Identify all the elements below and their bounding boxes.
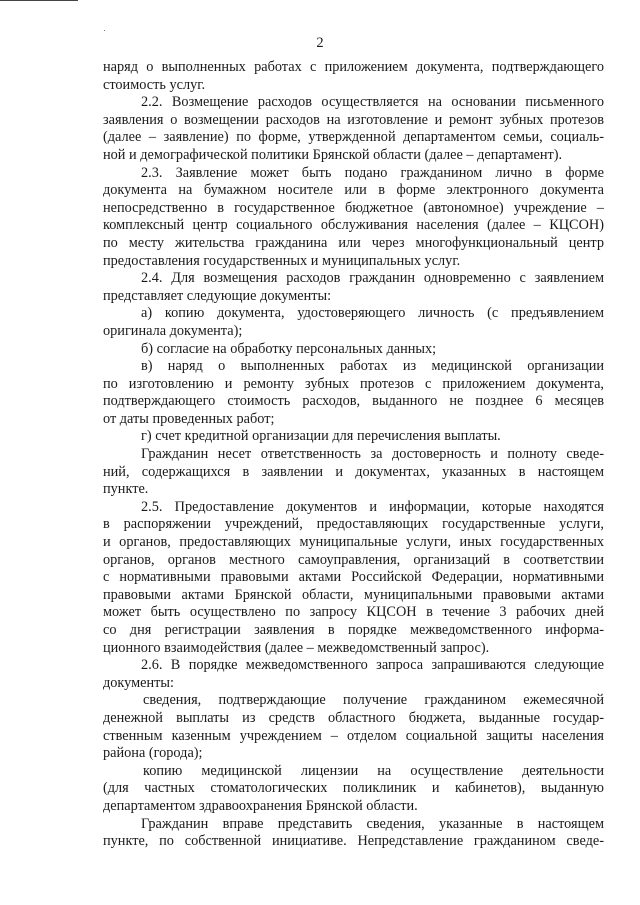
text-line: комплексный центр социального обслуживания населения (далее – КЦСОН): [103, 217, 604, 234]
text-line: ний, содержащихся в заявлении и документах, указанных в настоящем: [103, 463, 604, 480]
text-line: а) копию документа, удостоверяющего личность (с предъявлением: [141, 305, 604, 322]
paragraph: [103, 692, 604, 762]
text-line: (далее – заявление) по форме, утвержденной департаментом семьи, социаль-: [103, 129, 604, 146]
text-line: в) наряд о выполненных работах из медицинской организации: [141, 358, 604, 375]
text-line: правовыми актами Брянской области, муниципальными правовыми актами: [103, 586, 604, 603]
page-number: 2: [316, 35, 324, 51]
text-line: наряд о выполненных работах с приложением документа, подтверждающего: [103, 59, 604, 75]
paragraph: [103, 165, 604, 271]
scan-edge-mark: [0, 0, 78, 1]
paragraph: [103, 816, 604, 851]
paragraph: [103, 305, 604, 340]
text-line: ционного взаимодействия (далее – межведомственный запрос).: [103, 639, 490, 656]
paragraph: [103, 341, 604, 359]
text-line: 2.2. Возмещение расходов осуществляется на основании письменного: [141, 94, 604, 111]
text-line: (для частных стоматологических поликлиник и кабинетов), выданную: [103, 780, 604, 797]
paragraph: [103, 358, 604, 428]
text-line: района (города);: [103, 745, 203, 762]
text-line: 2.5. Предоставление документов и информации, которые находятся: [141, 498, 604, 515]
paragraph: [103, 657, 604, 692]
paragraph: [103, 59, 604, 94]
text-line: со дня регистрации заявления в порядке межведомственного информа-: [103, 622, 604, 638]
text-line: 2.6. В порядке межведомственного запроса запрашиваются следующие: [141, 657, 604, 674]
text-line: б) согласие на обработку персональных данных;: [141, 340, 437, 357]
text-line: документа на бумажном носителе или в форме электронного документа: [103, 182, 604, 199]
paragraph: [103, 499, 604, 657]
text-line: от даты проведенных работ;: [103, 410, 275, 427]
text-line: стоимость услуг.: [103, 76, 206, 93]
text-line: г) счет кредитной организации для перечисления выплаты.: [141, 428, 501, 445]
text-line: 2.3. Заявление может быть подано гражданином лично в форме: [141, 164, 604, 181]
text-line: и органов, предоставляющих муниципальные услуги, иных государственных: [103, 534, 604, 551]
text-line: 2.4. Для возмещения расходов гражданин одновременно с заявлением: [141, 270, 604, 287]
paragraph: [103, 428, 604, 446]
paragraph: [103, 270, 604, 305]
text-line: по месту жительства гражданина или через многофункциональный центр: [103, 234, 604, 251]
text-line: документы:: [103, 674, 174, 691]
text-line: заявления о возмещении расходов на изготовление и ремонт зубных протезов: [103, 111, 604, 128]
text-line: сведения, подтверждающие получение гражданином ежемесячной: [143, 692, 604, 709]
text-line: предоставления государственных и муниципальных услуг.: [103, 252, 461, 269]
text-line: с нормативными правовыми актами Российской Федерации, нормативными: [103, 569, 604, 586]
text-line: департаментом здравоохранения Брянской области.: [103, 797, 418, 814]
paragraph: [103, 763, 604, 816]
text-line: ной и демографической политики Брянской области (далее – департамент).: [103, 146, 563, 163]
text-line: копию медицинской лицензии на осуществление деятельности: [143, 762, 604, 779]
paragraph: [103, 94, 604, 164]
text-line: органов, органов местного самоуправления, организаций в соответствии: [103, 551, 604, 568]
text-line: непосредственно в государственное бюджетное (автономное) учреждение –: [103, 199, 604, 216]
scan-dot: [104, 30, 105, 31]
text-line: подтверждающего стоимость расходов, выданного не позднее 6 месяцев: [103, 393, 604, 410]
paragraph: [103, 446, 604, 499]
text-line: Гражданин несет ответственность за достоверность и полноту сведе-: [141, 446, 604, 463]
text-line: Гражданин вправе представить сведения, указанные в настоящем: [141, 815, 604, 832]
text-line: пункте.: [103, 481, 149, 498]
document-body: [103, 59, 604, 851]
text-line: ственным казенным учреждением – отделом социальной защиты населения: [103, 727, 604, 744]
text-line: может быть осуществлено по запросу КЦСОН в течение 3 рабочих дней: [103, 604, 604, 621]
text-line: в распоряжении учреждений, предоставляющих государственные услуги,: [103, 516, 604, 533]
text-line: оригинала документа);: [103, 322, 243, 339]
text-line: по изготовлению и ремонту зубных протезов с приложением документа,: [103, 375, 604, 392]
text-line: пункте, по собственной инициативе. Непредставление гражданином сведе-: [103, 833, 604, 850]
text-line: представляет следующие документы:: [103, 287, 332, 304]
text-line: денежной выплаты из средств областного бюджета, выданные государ-: [103, 709, 604, 726]
